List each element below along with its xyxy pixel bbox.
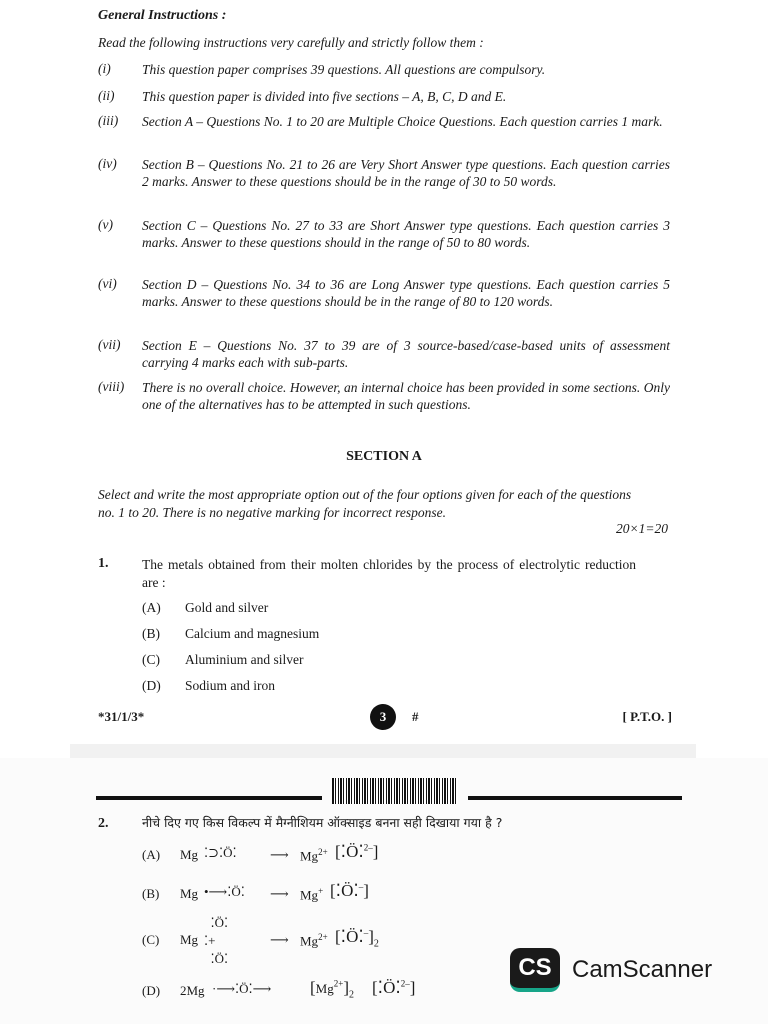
- product-anion: $[⁚Ö⁚^-]_2$: [335, 927, 379, 950]
- option-letter: (C): [142, 652, 160, 667]
- footer-pto: [ P.T.O. ]: [622, 709, 672, 724]
- instruction-number: (vii): [98, 337, 121, 352]
- electron-transfer-icon: ·⟶⁚Ö⁚⟶: [212, 981, 272, 996]
- section-a-directions: Select and write the most appropriate option out of the four options given for each of the questions no. 1 to 20. There is no negative marking for incorrect response.: [98, 487, 632, 520]
- instruction-number: (iv): [98, 156, 117, 171]
- question-2-text: नीचे दिए गए किस विकल्प में मैग्नीशियम ऑक्साइड बनना सही दिखाया गया है ?: [142, 815, 503, 830]
- instruction-number: (v): [98, 217, 113, 232]
- page-2: [0, 758, 768, 1024]
- page-number-badge: 3: [370, 704, 396, 730]
- instruction-number: (ii): [98, 88, 115, 103]
- instructions-intro: Read the following instructions very carefully and strictly follow them :: [98, 35, 484, 50]
- instruction-text: Section B – Questions No. 21 to 26 are Very Short Answer type questions. Each question carries 2 marks. Answer to these questions should be in the range of 30 to 50 words.: [142, 157, 670, 189]
- reactant-mg: Mg: [180, 932, 199, 947]
- option-text: Sodium and iron: [185, 678, 275, 693]
- instruction-text: Section E – Questions No. 37 to 39 are of 3 source-based/case-based units of assessment carrying 4 marks each with sub-parts.: [142, 338, 670, 370]
- reactant-mg: 2Mg: [180, 983, 205, 998]
- option-text: Calcium and magnesium: [185, 626, 320, 641]
- option-letter: (A): [142, 847, 161, 862]
- barcode: [332, 778, 458, 804]
- instructions-heading: General Instructions :: [98, 8, 227, 23]
- instruction-text: Section A – Questions No. 1 to 20 are Multiple Choice Questions. Each question carries 1 mark.: [142, 114, 663, 129]
- product-cation: $[Mg^{2+}]_2$: [310, 978, 354, 1001]
- instruction-text: This question paper is divided into five sections – A, B, C, D and E.: [142, 89, 507, 104]
- instruction-number: (iii): [98, 113, 119, 128]
- footer-code: *31/1/3*: [98, 709, 145, 724]
- camscanner-logo: CS: [510, 948, 560, 992]
- electron-transfer-icon: •⟶⁚Ö⁚: [204, 884, 245, 899]
- page-separator: [70, 744, 696, 758]
- product-anion: [⁚Ö⁚$^{2-}$]: [335, 842, 379, 861]
- arrow-icon: ⟶: [270, 847, 289, 862]
- arrow-icon: ⟶: [270, 886, 289, 901]
- footer-hash: #: [412, 709, 419, 724]
- option-letter: (D): [142, 678, 161, 693]
- product-cation: Mg+: [300, 886, 324, 903]
- option-letter: (C): [142, 932, 160, 947]
- question-1-number: 1.: [98, 556, 109, 571]
- instruction-text: Section C – Questions No. 27 to 33 are Short Answer type questions. Each question carries 3 marks. Answer to these questions should in the range of 50 to 80 words.: [142, 218, 670, 250]
- question-1-text: The metals obtained from their molten chlorides by the process of electrolytic reduction are :: [142, 557, 636, 590]
- instruction-number: (viii): [98, 379, 125, 394]
- option-text: Aluminium and silver: [185, 652, 304, 667]
- option-letter: (B): [142, 626, 160, 641]
- instruction-number: (vi): [98, 276, 117, 291]
- product-anion: [⁚Ö⁚$^{2-}$]: [372, 978, 416, 997]
- product-anion: [⁚Ö⁚–]: [330, 881, 369, 900]
- header-rule-right: [468, 796, 682, 800]
- reactant-mg: Mg: [180, 886, 199, 901]
- instruction-text: Section D – Questions No. 34 to 36 are Long Answer type questions. Each question carries 5 marks. Answer to these questions should be in the range of 80 to 120 words.: [142, 277, 670, 309]
- instruction-number: (i): [98, 61, 111, 76]
- option-text: Gold and silver: [185, 600, 269, 615]
- product-cation: $Mg^{2+}$: [300, 847, 328, 864]
- instruction-text: This question paper comprises 39 questions. All questions are compulsory.: [142, 62, 546, 77]
- option-letter: (B): [142, 886, 160, 901]
- instruction-text: There is no overall choice. However, an internal choice has been provided in some sections. Only one of the alternatives has to be attempted in such questions.: [142, 380, 670, 412]
- option-letter: (D): [142, 983, 161, 998]
- section-a-marks: 20×1=20: [616, 521, 668, 536]
- electron-transfer-icon: ⁚Ö⁚ ⁚+ ⁚Ö⁚: [204, 915, 229, 966]
- electron-transfer-icon: ⁚⊃⁚Ö⁚: [204, 845, 237, 860]
- reactant-mg: Mg: [180, 847, 199, 862]
- product-cation: $Mg^{2+}$: [300, 932, 328, 949]
- camscanner-name: CamScanner: [572, 956, 713, 983]
- arrow-icon: ⟶: [270, 932, 289, 947]
- question-2-number: 2.: [98, 816, 109, 831]
- option-letter: (A): [142, 600, 161, 615]
- section-a-title: SECTION A: [346, 449, 422, 464]
- header-rule-left: [96, 796, 322, 800]
